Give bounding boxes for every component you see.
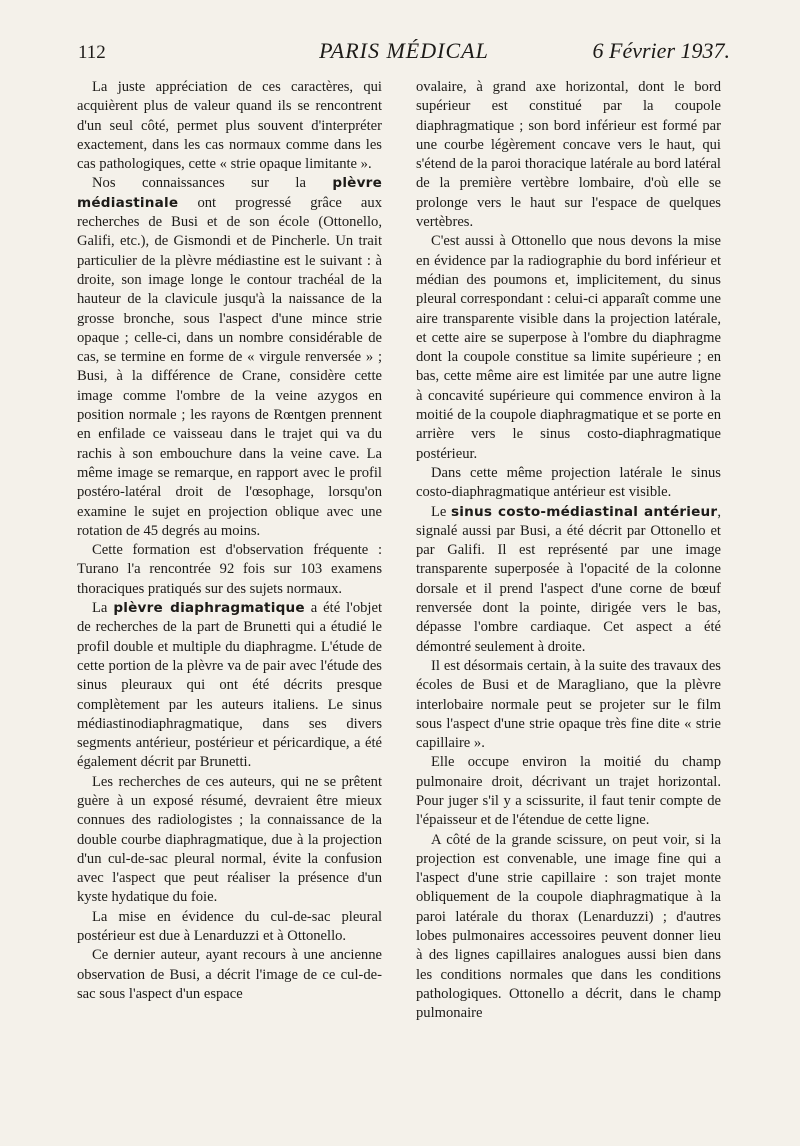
paragraph-text: La juste appréciation de ces caractères, qui acquièrent plus de valeur quand ils se rencontrent d'un seul côté, permet plus souvent d'interpréter exactement, dans les cas normaux comme dans les cas pathologiques, cette « strie opaque limitante ».	[77, 79, 382, 173]
running-header	[78, 38, 730, 72]
paragraph	[77, 773, 382, 908]
paragraph-text: La mise en évidence du cul-de-sac pleural postérieur est due à Lenarduzzi et à Ottonello.	[77, 908, 382, 945]
paragraph	[416, 464, 721, 503]
paragraph-text: Les recherches de ces auteurs, qui ne se prêtent guère à un exposé résumé, devraient être mieux connues des radiologistes ; la connaissance de la double courbe diaphragmatique, due à la projection d'un cul-de-sac pleural normal, évite la confusion avec l'aspect que peut réaliser la présence d'un kyste hydatique du foie.	[77, 773, 382, 906]
paragraph-text: Elle occupe environ la moitié du champ pulmonaire droit, décrivant un trajet horizontal. Pour juger s'il y a scissurite, il faut tenir compte de l'épaisseur et de l'étendue de cette ligne.	[416, 754, 721, 829]
left-column	[77, 78, 382, 1004]
journal-title: PARIS MÉDICAL	[319, 38, 489, 63]
paragraph-text: ovalaire, à grand axe horizontal, dont le bord supérieur est constitué par la coupole diaphragmatique ; son bord inférieur est formé par une courbe légèrement concave vers le haut, qui s'étend de la paroi thoracique latérale au bord latéral de la première vertèbre lombaire, d'où elle se prolonge vers le haut sur l'espace de quelques vertèbres.	[416, 79, 721, 231]
paragraph	[416, 657, 721, 753]
paragraph	[77, 174, 382, 541]
paragraph	[416, 232, 721, 464]
paragraph-text: Cette formation est d'observation fréquente : Turano l'a rencontrée 92 fois sur 103 examens thoraciques pratiqués sur des sujets normaux.	[77, 542, 382, 597]
paragraph	[77, 908, 382, 947]
paragraph-text: La	[92, 600, 114, 617]
bold-term: plèvre médiastinale	[77, 175, 382, 211]
paragraph	[416, 503, 721, 657]
bold-term: sinus costo-médiastinal antérieur	[450, 503, 718, 520]
paragraph-text: a été l'objet de recherches de la part de Brunetti qui a étudié le profil double et multiple du diaphragme. L'étude de cette portion de la plèvre va de pair avec l'étude des sinus pleuraux qui ont été décrits presque complètement par les auteurs italiens. Le sinus médiastinodiaphragmatique, dans ses divers segments antérieur, postérieur et péricardique, a été également décrit par Brunetti.	[77, 600, 382, 771]
paragraph-text: ont progressé grâce aux recherches de Busi et de son école (Ottonello, Galifi, etc.), de Gismondi et de Pincherle. Un trait particulier de la plèvre médiastine est le suivant : à droite, son image longe le contour trachéal de la hauteur de la clavicule jusqu'à la naissance de la grosse bronche, sous l'aspect d'une mince strie opaque ; celle-ci, dans un nombre considérable de cas, se termine en forme de « virgule renversée » ; Busi, à la différence de Crane, considère cette image comme l'ombre de la veine azygos en position normale ; les rayons de Rœntgen prennent en enfilade ce vaisseau dans le trajet qui va du rachis à son embouchure dans la veine cave. La même image se remarque, en rapport avec le profil postéro-latéral droit de l'œsophage, lorsqu'on examine le sujet en projection oblique avec une rotation de 45 degrés au moins.	[77, 194, 382, 539]
bold-term: plèvre diaphragmatique	[113, 600, 305, 617]
paragraph	[77, 599, 382, 773]
paragraph-text: A côté de la grande scissure, on peut voir, si la projection est convenable, une image fine qui a l'aspect d'une strie capillaire : son trajet monte obliquement de la coupole diaphragmatique à la paroi latérale du thorax (Lenarduzzi) ; d'autres lobes pulmonaires accessoires peuvent donner lieu à des lignes capillaires analogues aussi bien dans les conditions normales que dans les conditions pathologiques. Ottonello a décrit, dans le champ pulmonaire	[416, 831, 721, 1022]
paragraph-text: , signalé aussi par Busi, a été décrit par Ottonello et par Galifi. Il est représenté par une image transparente superposée à l'opacité de la colonne dorsale et il prend l'aspect d'une corne de bœuf renversée dont la pointe, dirigée vers le bas, dépasse l'ombre cardiaque. Cet aspect a été démontré seulement à droite.	[416, 503, 721, 655]
paragraph	[416, 831, 721, 1024]
paragraph	[77, 946, 382, 1004]
issue-date: 6 Février 1937.	[592, 38, 730, 63]
paragraph	[77, 541, 382, 599]
paragraph	[416, 753, 721, 830]
paragraph-text: Le	[431, 503, 451, 520]
paragraph-text: Ce dernier auteur, ayant recours à une ancienne observation de Busi, a décrit l'image de ce cul-de-sac sous l'aspect d'un espace	[77, 947, 382, 1002]
page-number: 112	[78, 42, 106, 63]
paragraph-text: C'est aussi à Ottonello que nous devons la mise en évidence par la radiographie du bord inférieur et médian des poumons et, implicitement, du sinus pleural correspondant : celui-ci apparaît comme une aire transparente visible dans la projection latérale, et cette aire se superpose à l'ombre du diaphragme dont la coupole constitue sa limite supérieure ; en bas, cette même aire est limitée par une autre ligne à concavité supérieure qui commence environ à la moitié de la coupole diaphragmatique et se porte en arrière vers le sinus costo-diaphragmatique postérieur.	[416, 233, 721, 462]
paragraph-text: Il est désormais certain, à la suite des travaux des écoles de Busi et de Maragliano, que la plèvre interlobaire normale peut se projeter sur le film sous l'aspect d'une strie opaque très fine dite « strie capillaire ».	[416, 657, 721, 752]
paragraph	[416, 78, 721, 232]
paragraph-text: Nos connaissances sur la	[92, 175, 333, 192]
paragraph	[77, 78, 382, 174]
paragraph-text: Dans cette même projection latérale le sinus costo-diaphragmatique antérieur est visible.	[416, 464, 721, 501]
right-column	[416, 78, 721, 1024]
